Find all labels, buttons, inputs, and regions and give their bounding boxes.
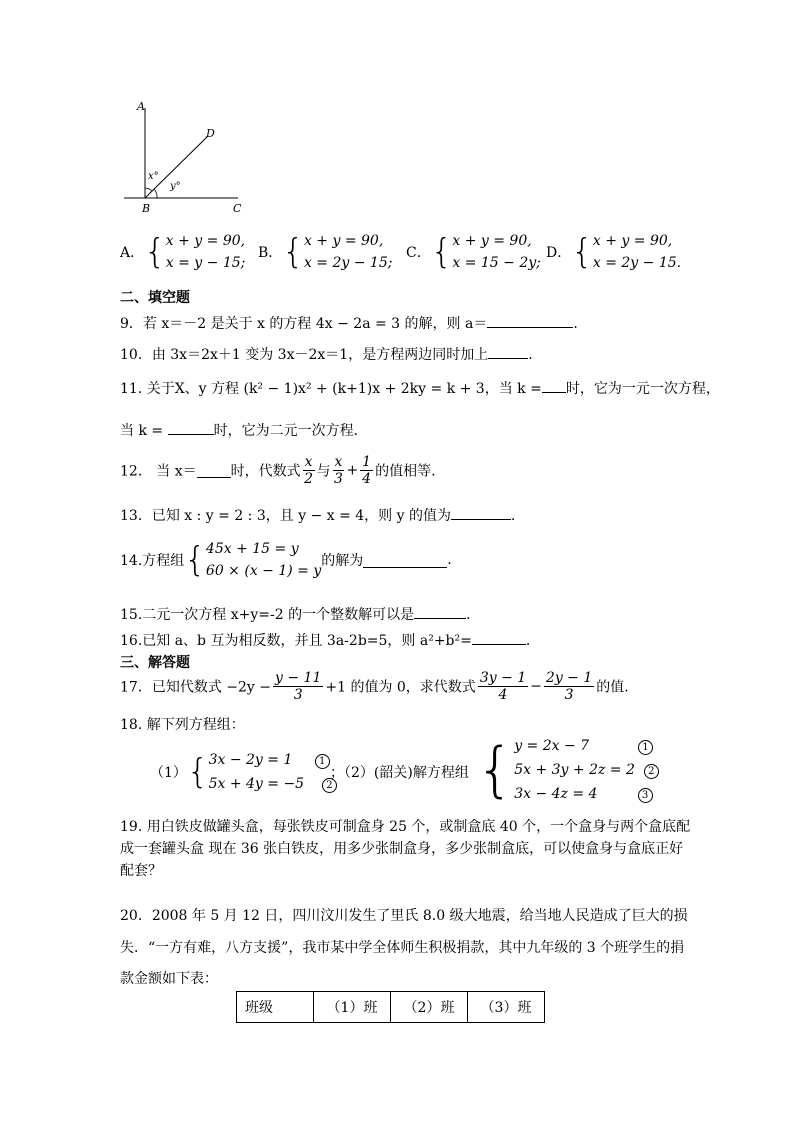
question-20-line1: 20．2008 年 5 月 12 日，四川汶川发生了里氏 8.0 级大地震，给当地人民造成了巨大的损 bbox=[120, 908, 688, 924]
answer-blank[interactable] bbox=[451, 505, 511, 520]
question-18-title: 18. 解下列方程组： bbox=[120, 717, 245, 733]
point-a-label: A bbox=[137, 100, 145, 113]
question-19-line1: 19. 用白铁皮做罐头盒，每张铁皮可制盒身 25 个，或制盒底 40 个，一个盒身与两个盒底配 bbox=[120, 819, 691, 835]
question-12 bbox=[120, 454, 436, 487]
equation: x = 2y − 15; bbox=[303, 255, 393, 271]
section-title: 三、解答题 bbox=[120, 655, 190, 671]
answer-blank[interactable] bbox=[487, 313, 573, 328]
circled-number: 2 bbox=[322, 778, 337, 793]
question-text: 的解为 bbox=[321, 553, 364, 569]
question-16 bbox=[120, 630, 540, 650]
answer-blank[interactable] bbox=[542, 378, 566, 393]
equation-system bbox=[206, 538, 321, 582]
question-17 bbox=[120, 670, 629, 703]
table-header-cell: 班级 bbox=[237, 992, 314, 1023]
option-label: A． bbox=[120, 245, 145, 261]
equation: x + y = 90, bbox=[303, 233, 384, 249]
option-label: C． bbox=[406, 245, 431, 261]
fraction: $\frac{x}{3}$ bbox=[334, 454, 343, 487]
question-text: 12． 当 x＝ bbox=[120, 463, 197, 480]
equation: 5x + 3y + 2z = 2 bbox=[514, 762, 635, 778]
question-11 bbox=[120, 378, 720, 398]
question-text: . bbox=[528, 347, 533, 363]
fraction: $\frac{1}{4}$ bbox=[362, 454, 372, 487]
question-text: 9．若 x＝－2 是关于 x 的方程 4x − 2a = 3 的解，则 a＝ bbox=[120, 316, 488, 332]
answer-blank[interactable] bbox=[168, 420, 214, 435]
circled-number: 1 bbox=[638, 740, 653, 755]
question-19-line3: 配套？ bbox=[120, 863, 162, 879]
minus-sign: − bbox=[530, 678, 542, 695]
angle-figure bbox=[112, 100, 252, 220]
equation: x = 15 − 2y; bbox=[452, 255, 541, 271]
table-header-cell: （3）班 bbox=[468, 992, 545, 1023]
question-19-line2: 成一套罐头盒 现在 36 张白铁皮，用多少张制盒身，多少张制盒底，可以使盒身与盒底正好 bbox=[120, 841, 684, 857]
equation: x = y − 15; bbox=[165, 255, 246, 271]
answer-blank[interactable] bbox=[488, 344, 528, 359]
answer-blank[interactable] bbox=[197, 463, 231, 478]
equation-system bbox=[452, 230, 541, 274]
plus-sign: + bbox=[346, 462, 359, 479]
equation: x + y = 90, bbox=[452, 233, 532, 249]
question-15 bbox=[120, 604, 480, 624]
answer-blank[interactable] bbox=[472, 630, 526, 645]
question-text: 时，它为一元一次方程， bbox=[565, 381, 720, 397]
equation-system bbox=[166, 230, 246, 274]
question-text: 时，代数式 bbox=[230, 463, 301, 480]
question-text: 的值相等. bbox=[375, 463, 436, 480]
question-13 bbox=[120, 505, 525, 525]
equation: x + y = 90, bbox=[165, 233, 246, 249]
brace-icon: { bbox=[430, 232, 453, 272]
fraction: $\frac{3y - 1}{4}$ bbox=[479, 670, 527, 703]
question-text: 时，它为二元一次方程． bbox=[213, 423, 368, 439]
point-b-label: B bbox=[142, 202, 151, 215]
circled-number: 3 bbox=[638, 788, 653, 803]
equation-system bbox=[593, 230, 681, 274]
question-text: 16.已知 a、b 互为相反数，并且 3a-2b=5，则 a²+b²= bbox=[120, 633, 472, 649]
question-18-part1 bbox=[150, 748, 337, 796]
circled-number: 1 bbox=[315, 754, 330, 769]
point-c-label: C bbox=[233, 202, 242, 215]
donation-table bbox=[236, 991, 545, 1023]
question-text: ． bbox=[510, 508, 525, 524]
brace-icon: { bbox=[186, 752, 209, 792]
equation-system bbox=[304, 230, 393, 274]
equation: 3x − 2y = 1 bbox=[208, 752, 293, 768]
equation: 60 × (x − 1) = y bbox=[205, 563, 322, 579]
equation: x + y = 90, bbox=[592, 233, 673, 249]
question-text: 15.二元一次方程 x+y=-2 的一个整数解可以是 bbox=[120, 607, 415, 623]
option-label: D． bbox=[546, 245, 572, 261]
fraction: $\frac{2y - 1}{3}$ bbox=[545, 670, 593, 703]
question-text: 17．已知代数式 −2y − bbox=[120, 679, 271, 696]
fraction: $\frac{x}{2}$ bbox=[304, 454, 314, 487]
option-label: B． bbox=[258, 245, 283, 261]
question-text: . bbox=[573, 316, 578, 332]
question-text: ． bbox=[525, 633, 540, 649]
part-label: （1） bbox=[150, 765, 187, 781]
question-9 bbox=[120, 313, 578, 333]
brace-icon: { bbox=[144, 232, 166, 272]
brace-icon: { bbox=[476, 735, 515, 805]
circled-number: 2 bbox=[644, 764, 659, 779]
table-header-cell: （2）班 bbox=[391, 992, 468, 1023]
brace-icon: { bbox=[184, 540, 206, 580]
question-14: 14.方程组{45x + 15 = y 60 × (x − 1) = y的解为 . bbox=[120, 540, 452, 580]
answer-blank[interactable] bbox=[414, 604, 466, 619]
angle-x-label: x° bbox=[148, 171, 159, 182]
question-20-line3: 款金额如下表： bbox=[120, 971, 218, 987]
question-text: 的值. bbox=[596, 679, 629, 696]
equation: 45x + 15 = y bbox=[205, 541, 299, 557]
question-18-sep: ；（2）(韶关)解方程组 bbox=[330, 765, 469, 781]
question-text: 11. 关于X、y 方程 (k² − 1)x² + (k+1)x + 2ky = k + 3，当 k = bbox=[120, 381, 542, 397]
question-text: 当 k = bbox=[120, 423, 164, 439]
equation: 3x − 4z = 4 bbox=[514, 786, 598, 802]
point-d-label: D bbox=[206, 127, 215, 140]
answer-blank[interactable] bbox=[363, 553, 447, 568]
question-text: ． bbox=[466, 607, 481, 623]
equation-system bbox=[514, 734, 659, 806]
fraction: $\frac{y - 11}{3}$ bbox=[275, 670, 322, 703]
question-11-cont bbox=[120, 420, 368, 440]
question-text: 14.方程组 bbox=[120, 553, 185, 569]
question-20-line2: 失．“一方有难，八方支援”，我市某中学全体师生积极捐款，其中九年级的 3 个班学生的捐 bbox=[120, 940, 685, 956]
equation: 5x + 4y = −5 bbox=[208, 776, 305, 792]
section-title: 二、填空题 bbox=[120, 290, 190, 306]
angle-y-label: y° bbox=[170, 181, 181, 192]
equation: x = 2y − 15. bbox=[592, 255, 682, 271]
question-text: 13．已知 x : y = 2 : 3，且 y − x = 4，则 y 的值为 bbox=[120, 508, 451, 524]
table-row bbox=[237, 992, 545, 1023]
option-c bbox=[406, 230, 541, 274]
question-10 bbox=[120, 344, 533, 364]
question-text: 与 bbox=[316, 463, 331, 480]
option-d bbox=[546, 230, 681, 274]
brace-icon: { bbox=[282, 232, 304, 272]
question-18-part2 bbox=[476, 734, 659, 806]
table-header-cell: （1）班 bbox=[314, 992, 391, 1023]
brace-icon: { bbox=[571, 232, 593, 272]
equation: y = 2x − 7 bbox=[514, 738, 590, 754]
option-b bbox=[258, 230, 392, 274]
question-text: 10．由 3x＝2x＋1 变为 3x－2x＝1，是方程两边同时加上 bbox=[120, 347, 489, 363]
option-a bbox=[120, 230, 245, 274]
question-text: +1 的值为 0，求代数式 bbox=[325, 679, 476, 696]
equation-system bbox=[209, 748, 337, 796]
